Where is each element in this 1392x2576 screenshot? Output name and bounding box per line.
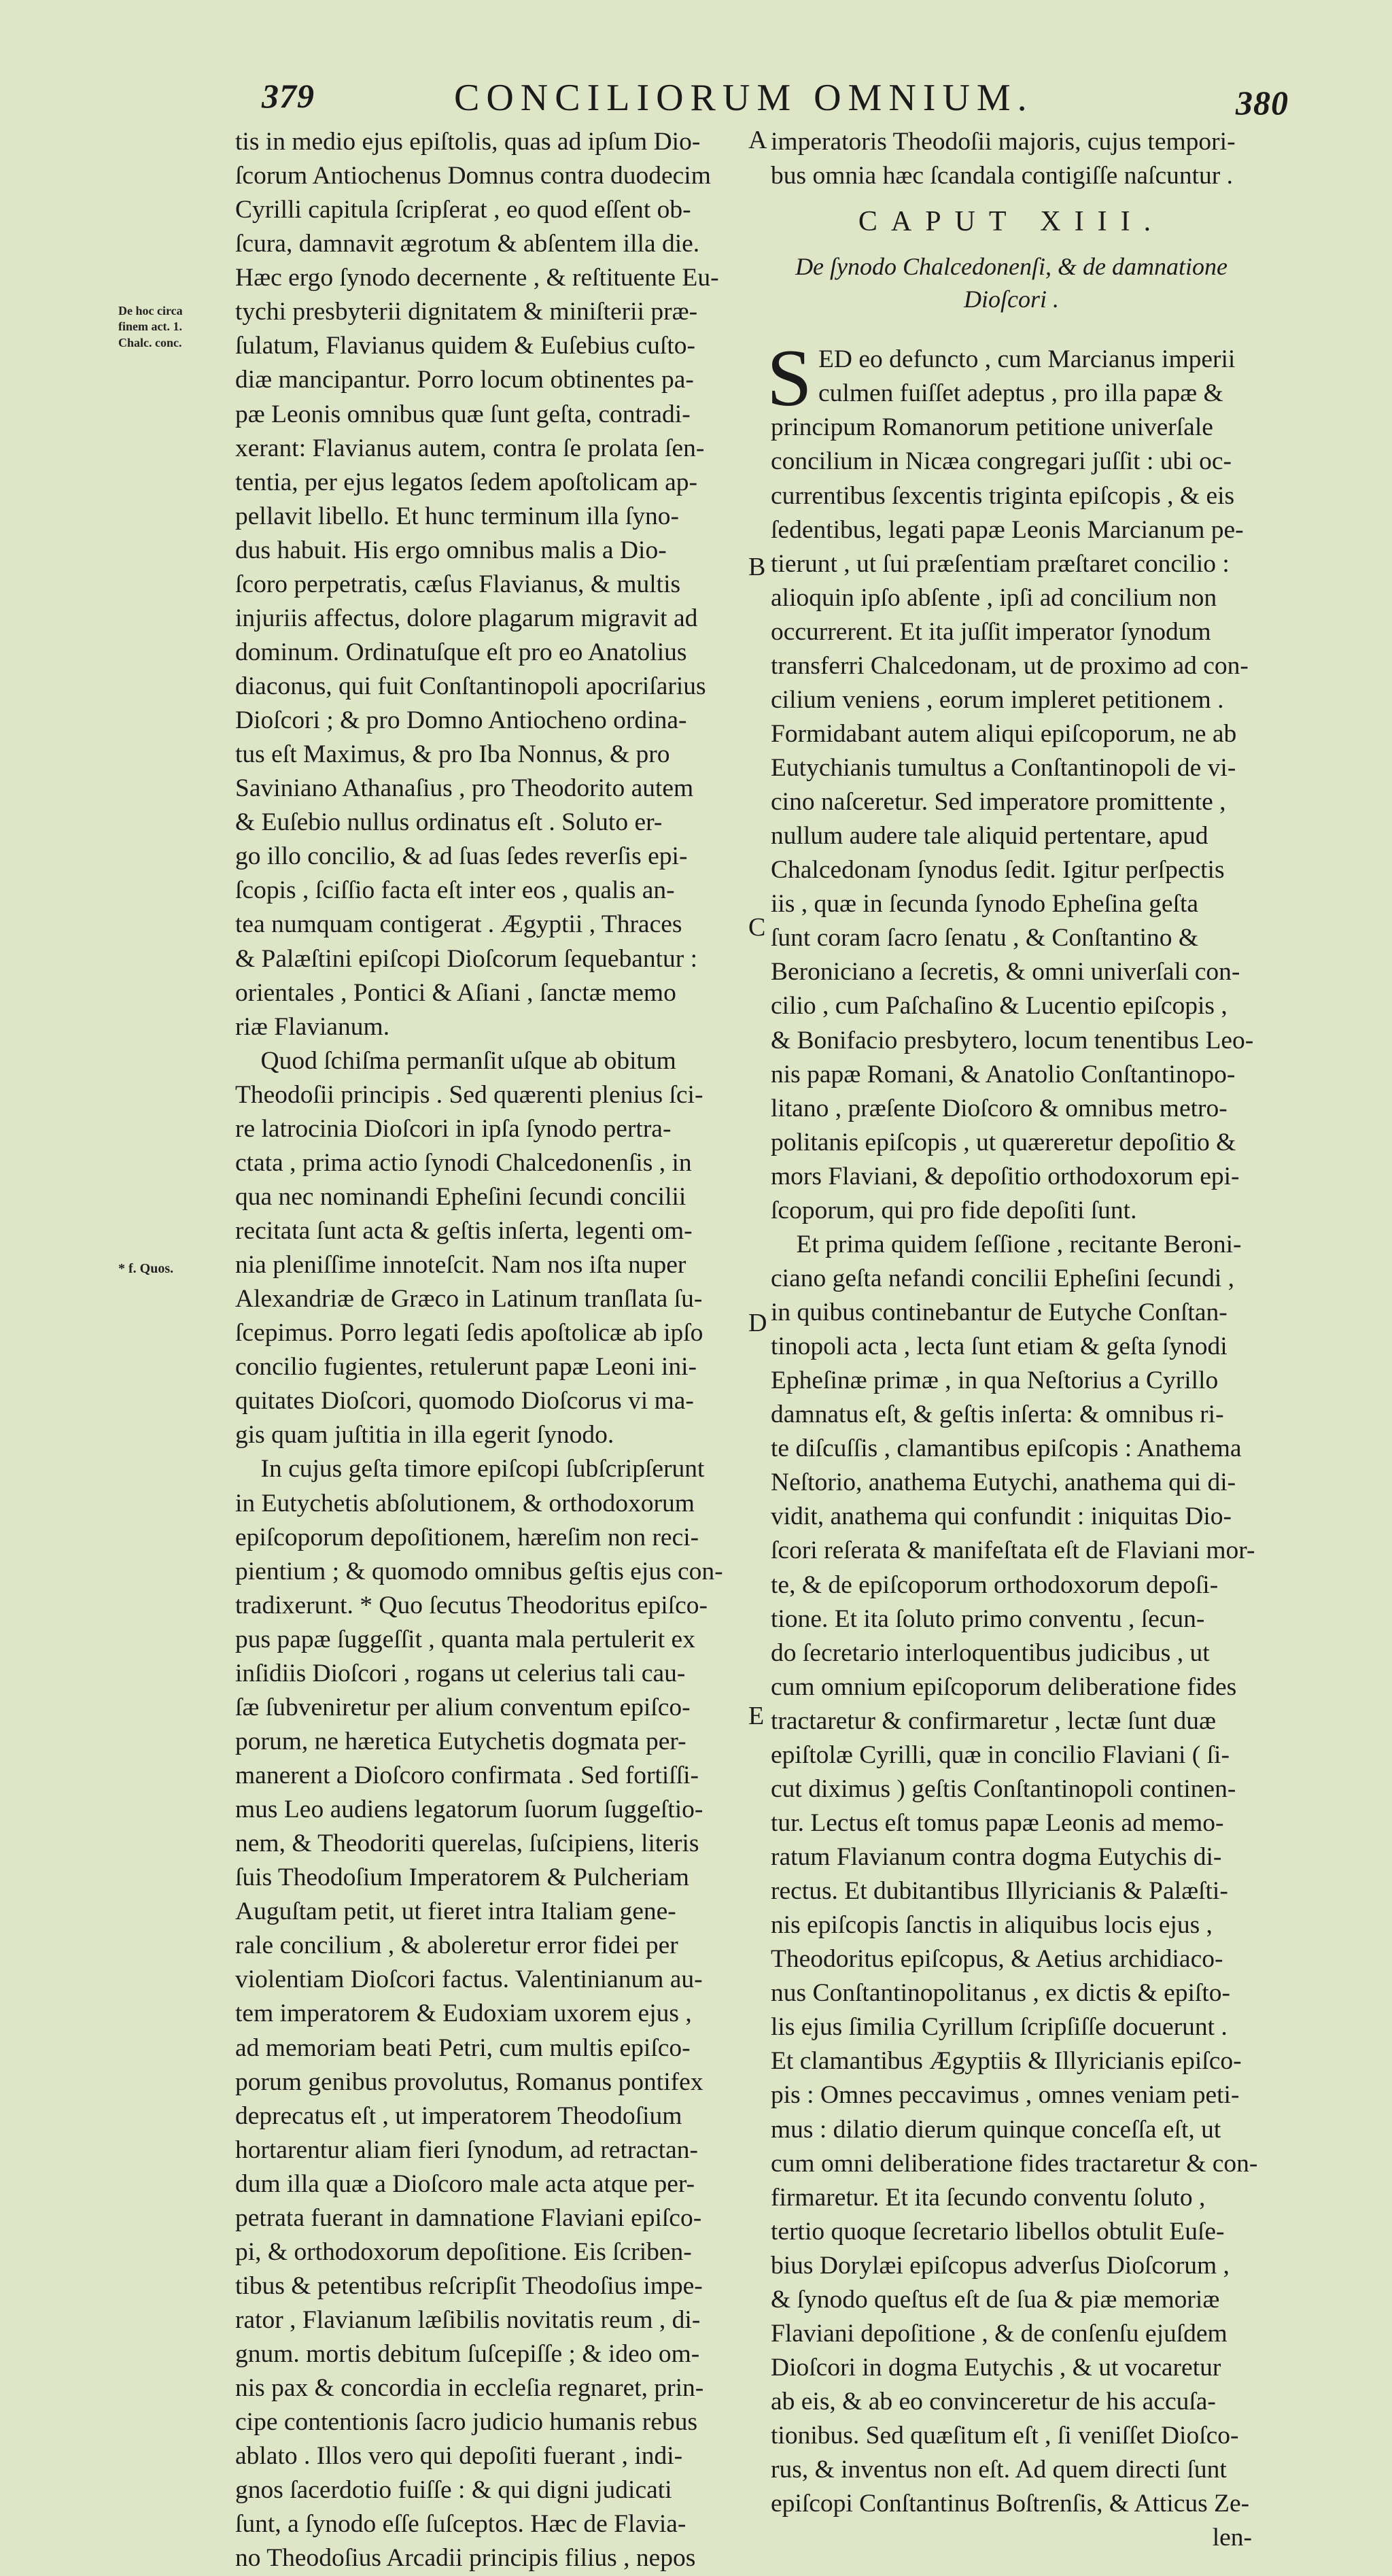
text-line: tis in medio ejus epiſtolis, quas ad ipſum Dio- <box>235 128 701 156</box>
text-line: petrata fuerant in damnatione Flaviani epiſco- <box>235 2203 702 2232</box>
text-line: Saviniano Athanaſius , pro Theodorito autem <box>235 774 694 803</box>
text-line: ratum Flavianum contra dogma Eutychis di- <box>771 1843 1222 1872</box>
text-line: alioquin ipſo abſente , ipſi ad concilium non <box>771 583 1217 612</box>
text-line: concilium in Nicæa congregari juſſit : ubi oc- <box>771 447 1232 476</box>
text-line: bus omnia hæc ſcandala contigiſſe naſcuntur . <box>771 162 1234 190</box>
text-line: litano , præſente Dioſcoro & omnibus metro- <box>771 1094 1228 1122</box>
text-line: manerent a Dioſcoro confirmata . Sed fortiſſi- <box>235 1762 699 1789</box>
text-line: dus habuit. His ergo omnibus malis a Dio- <box>235 536 667 564</box>
text-line: nus Conſtantinopolitanus , ex dictis & epiſto- <box>771 1979 1230 2008</box>
text-line: re latrocinia Dioſcori in ipſa ſynodo pertra- <box>235 1114 672 1143</box>
drop-cap: S <box>767 332 812 424</box>
text-line: Chalcedonam ſynodus ſedit. Igitur perſpectis <box>771 856 1225 885</box>
text-line: imperatoris Theodoſii majoris, cujus tempori- <box>771 128 1236 156</box>
text-line: tea numquam contigerat . Ægyptii , Thraces <box>235 910 682 939</box>
text-line: cum omni deliberatione fides tractaretur & con- <box>771 2149 1258 2178</box>
text-line: te, & de epiſcoporum orthodoxorum depoſi- <box>771 1570 1219 1599</box>
text-line: tractaretur & confirmaretur , lectæ ſunt duæ <box>771 1706 1216 1735</box>
text-line: ſcepimus. Porro legati ſedis apoſtolicæ ab ipſo <box>235 1319 703 1347</box>
text-line: ctata , prima actio ſynodi Chalcedonenſis , in <box>235 1148 692 1177</box>
text-line: Theodoſii principis . Sed quærenti plenius ſci- <box>235 1080 703 1109</box>
text-line: nia pleniſſime innoteſcit. Nam nos iſta nuper <box>235 1251 686 1280</box>
text-line: concilio fugientes, retulerunt papæ Leoni ini- <box>235 1353 697 1381</box>
text-line: Cyrilli capitula ſcripſerat , eo quod eſſent ob- <box>235 196 691 224</box>
text-line: ED eo defuncto , cum Marcianus imperii <box>818 345 1236 374</box>
text-line: & Bonifacio presbytero, locum tenentibus Leo- <box>771 1026 1254 1054</box>
text-line: ſcorum Antiochenus Domnus contra duodecim <box>235 162 711 190</box>
text-line: De ſynodo Chalcedonenſi, & de damnatione <box>795 253 1228 281</box>
text-line: vidit, anathema qui confundit : iniquitas Dio- <box>771 1502 1232 1531</box>
left-text-column <box>235 125 748 2576</box>
text-line: Formidabant autem aliqui epiſcoporum, ne ab <box>771 719 1237 748</box>
text-line: ſunt coram ſacro ſenatu , & Conſtantino & <box>771 924 1199 952</box>
text-line: recitata ſunt acta & geſtis inſerta, legenti om- <box>235 1217 693 1245</box>
text-line: riæ Flavianum. <box>235 1012 390 1041</box>
text-line: pi, & orthodoxorum depoſitione. Eis ſcriben- <box>235 2237 692 2266</box>
text-line: cipe contentionis ſacro judicio humanis rebus <box>235 2408 698 2437</box>
text-line: tionibus. Sed quæſitum eſt , ſi veniſſet Dioſco- <box>771 2422 1239 2450</box>
text-line: pientium ; & quomodo omnibus geſtis ejus con- <box>235 1557 723 1585</box>
text-line: iis , quæ in ſecunda ſynodo Epheſina geſta <box>771 890 1199 918</box>
text-line: in Eutychetis abſolutionem, & orthodoxorum <box>235 1489 695 1517</box>
text-line: culmen fuiſſet adeptus , pro illa papæ & <box>818 379 1223 408</box>
right-text-column <box>767 125 1258 2555</box>
text-line: nem, & Theodoriti querelas, ſuſcipiens, literis <box>235 1830 699 1858</box>
text-line: Dioſcori in dogma Eutychis , & ut vocaretur <box>771 2353 1221 2382</box>
text-line: epiſcopi Conſtantinus Boſtrenſis, & Atticus Ze- <box>771 2490 1250 2518</box>
text-line: Beroniciano a ſecretis, & omni univerſali con- <box>771 958 1240 986</box>
section-marker-b: B <box>748 553 766 581</box>
text-line: diaconus, qui fuit Conſtantinopoli apocriſarius <box>235 672 706 700</box>
page-number-left: 379 <box>262 77 315 115</box>
text-line: porum genibus provolutus, Romanus pontifex <box>235 2067 703 2096</box>
text-line: violentiam Dioſcori factus. Valentinianum au- <box>235 1965 703 1994</box>
text-line: firmaretur. Et ita ſecundo conventu ſoluto , <box>771 2183 1206 2212</box>
text-line: ab eis, & ab eo convinceretur de his accuſa- <box>771 2388 1216 2416</box>
text-line: tur. Lectus eſt tomus papæ Leonis ad memo- <box>771 1808 1224 1837</box>
text-line: dum illa quæ a Dioſcoro male acta atque per- <box>235 2169 695 2198</box>
text-line: tertio quoque ſecretario libellos obtulit Euſe- <box>771 2217 1225 2246</box>
text-line: tierunt , ut ſui præſentiam præſtaret concilio : <box>771 549 1230 578</box>
text-line: gnum. mortis debitum ſuſcepiſſe ; & ideo om- <box>235 2340 700 2369</box>
text-line: ſunt, a ſynodo eſſe ſuſceptos. Hæc de Flavia- <box>235 2510 686 2539</box>
text-line: porum, ne hæretica Eutychetis dogmata per- <box>235 1727 686 1755</box>
text-line: injuriis affectus, dolore plagarum migravit ad <box>235 604 698 632</box>
right-intro-text <box>771 125 1252 193</box>
text-line: mors Flaviani, & depoſitio orthodoxorum epi- <box>771 1162 1240 1190</box>
text-line: tentia, per ejus legatos ſedem apoſtolicam ap- <box>235 468 697 496</box>
text-line: ſcoporum, qui pro fide depoſiti ſunt. <box>771 1196 1137 1224</box>
text-line: damnatus eſt, & geſtis inſerta: & omnibus ri- <box>771 1401 1224 1429</box>
text-line: nis pax & concordia in eccleſia regnaret, prin- <box>235 2374 704 2403</box>
text-line: tradixerunt. * Quo ſecutus Theodoritus epiſco- <box>235 1591 708 1619</box>
text-line: orientales , Pontici & Aſiani , ſanctæ memo <box>235 978 676 1007</box>
text-line: gis quam juſtitia in illa egerit ſynodo. <box>235 1421 614 1449</box>
chapter-body <box>767 332 1258 2521</box>
text-line: Theodoritus epiſcopus, & Aetius archidiaco- <box>771 1945 1223 1974</box>
text-line: rus, & inventus non eſt. Ad quem directi ſunt <box>771 2456 1227 2484</box>
section-marker-c: C <box>748 913 766 942</box>
text-line: no Theodoſius Arcadii principis filius , nepos <box>235 2544 696 2573</box>
text-line: ſuis Theodoſium Imperatorem & Pulcheriam <box>235 1864 689 1892</box>
running-title: CONCILIORUM OMNIUM. <box>454 77 1034 119</box>
text-line: Alexandriæ de Græco in Latinum tranſlata ſu- <box>235 1285 703 1313</box>
text-line: pæ Leonis omnibus quæ ſunt geſta, contradi- <box>235 400 691 428</box>
text-line: ſæ ſubveniretur per alium conventum epiſco- <box>235 1693 691 1721</box>
text-line: ſcopis , ſciſſio facta eſt inter eos , qualis an- <box>235 876 675 905</box>
text-line: go illo concilio, & ad ſuas ſedes reverſis epi- <box>235 842 688 871</box>
text-line: & ſynodo queſtus eſt de ſua & piæ memoriæ <box>771 2285 1220 2314</box>
text-line: In cujus geſta timore epiſcopi ſubſcripſerunt <box>235 1455 705 1483</box>
text-line: mus : dilatio dierum quinque conceſſa eſt, ut <box>771 2115 1221 2144</box>
text-line: Et prima quidem ſeſſione , recitante Beroni- <box>771 1230 1242 1258</box>
text-line: qua nec nominandi Epheſini ſecundi concilii <box>235 1182 686 1211</box>
text-line: tione. Et ita ſoluto primo conventu , ſecun- <box>771 1604 1205 1633</box>
text-line: diæ mancipantur. Porro locum obtinentes pa- <box>235 366 694 394</box>
catchword: len- <box>1212 2524 1252 2552</box>
text-line: mus Leo audiens legatorum ſuorum ſuggeſtio- <box>235 1796 703 1824</box>
text-line: xerant: Flavianus autem, contra ſe prolata ſen- <box>235 434 705 462</box>
page-number-right: 380 <box>1236 84 1289 122</box>
text-line: Hæc ergo ſynodo decernente , & reſtituente Eu- <box>235 264 719 292</box>
text-line: pus papæ ſuggeſſit , quanta mala pertulerit ex <box>235 1625 695 1653</box>
text-line: Dioſcori . <box>964 286 1059 313</box>
text-line: Quod ſchiſma permanſit uſque ab obitum <box>235 1046 676 1075</box>
text-line: ciano geſta nefandi concilii Epheſini ſecundi , <box>771 1264 1235 1292</box>
text-line: rale concilium , & aboleretur error fidei per <box>235 1931 678 1960</box>
text-line: cum omnium epiſcoporum deliberatione fides <box>771 1672 1237 1701</box>
text-line: tychi presbyterii dignitatem & miniſterii præ- <box>235 298 698 326</box>
text-line: rectus. Et dubitantibus Illyricianis & Palæſti- <box>771 1877 1228 1906</box>
section-marker-a: A <box>748 126 767 154</box>
text-line: pis : Omnes peccavimus , omnes veniam peti- <box>771 2081 1240 2110</box>
margin-note-chalcedon: De hoc circa finem act. 1. Chalc. conc. <box>118 304 183 349</box>
text-line: ſcura, damnavit ægrotum & abſentem illa die. <box>235 230 700 258</box>
text-line: tinopoli acta , lecta ſunt etiam & geſta ſynodi <box>771 1333 1228 1361</box>
margin-note-quos: * f. Quos. <box>118 1261 174 1276</box>
text-line: ſcoro perpetratis, cæſus Flavianus, & multis <box>235 570 681 598</box>
text-line: lis ejus ſimilia Cyrillum ſcripſiſſe docuerunt . <box>771 2013 1228 2042</box>
text-line: nis papæ Romani, & Anatolio Conſtantinopo- <box>771 1060 1236 1088</box>
text-line: epiſcoporum depoſitionem, hæreſim non reci- <box>235 1523 699 1551</box>
text-line: ſcori reſerata & manifeſtata eſt de Flaviani mor- <box>771 1536 1255 1565</box>
text-line: currentibus ſexcentis triginta epiſcopis , & eis <box>771 481 1235 510</box>
text-line: cut diximus ) geſtis Conſtantinopoli continen- <box>771 1774 1236 1803</box>
text-line: quitates Dioſcori, quomodo Dioſcorus vi ma- <box>235 1387 694 1415</box>
section-marker-e: E <box>748 1702 765 1730</box>
text-line: nullum audere tale aliquid pertentare, apud <box>771 822 1208 851</box>
text-line: hortarentur aliam fieri ſynodum, ad retractan- <box>235 2135 698 2164</box>
text-line: Neſtorio, anathema Eutychi, anathema qui di- <box>771 1469 1236 1497</box>
text-line: tibus & petentibus reſcripſit Theodoſius impe- <box>235 2271 703 2300</box>
text-line: tus eſt Maximus, & pro Iba Nonnus, & pro <box>235 740 670 769</box>
text-line: dominum. Ordinatuſque eſt pro eo Anatolius <box>235 638 687 666</box>
text-line: occurrerent. Et ita juſſit imperator ſynodum <box>771 617 1211 646</box>
text-line: tem imperatorem & Eudoxiam uxorem ejus , <box>235 1999 692 2028</box>
text-line: ſedentibus, legati papæ Leonis Marcianum pe- <box>771 515 1244 544</box>
text-line: cilio , cum Paſchaſino & Lucentio epiſcopis , <box>771 992 1228 1020</box>
text-line: politanis epiſcopis , ut quæreretur depoſitio & <box>771 1128 1236 1156</box>
text-line: ſulatum, Flavianus quidem & Euſebius cuſto- <box>235 332 695 360</box>
section-marker-d: D <box>748 1309 767 1337</box>
text-line: Flaviani depoſitione , & de conſenſu ejuſdem <box>771 2319 1228 2348</box>
text-line: Eutychianis tumultus a Conſtantinopoli de vi- <box>771 754 1236 783</box>
text-line: Dioſcori ; & pro Domno Antiocheno ordina- <box>235 706 687 735</box>
text-line: bius Dorylæi epiſcopus adverſus Dioſcorum , <box>771 2251 1230 2280</box>
text-line: cilium veniens , eorum impleret petitionem . <box>771 685 1224 714</box>
text-line: transferri Chalcedonam, ut de proximo ad con- <box>771 651 1249 680</box>
text-line: & Palæſtini epiſcopi Dioſcorum ſequebantur : <box>235 944 698 973</box>
text-line: Epheſinæ primæ , in qua Neſtorius a Cyrillo <box>771 1367 1219 1395</box>
text-line: do ſecretario interloquentibus judicibus , ut <box>771 1638 1210 1667</box>
text-line: Et clamantibus Ægyptiis & Illyricianis epiſco- <box>771 2047 1242 2076</box>
text-line: deprecatus eſt , ut imperatorem Theodoſium <box>235 2101 682 2130</box>
text-line: te diſcuſſis , clamantibus epiſcopis : Anathema <box>771 1435 1242 1463</box>
text-line: pellavit libello. Et hunc terminum illa ſyno- <box>235 502 679 530</box>
text-line: nis epiſcopis ſanctis in aliquibus locis ejus , <box>771 1911 1213 1940</box>
text-line: rator , Flavianum læſibilis novitatis reum , di- <box>235 2306 701 2334</box>
text-line: gnos ſacerdotio fuiſſe : & qui digni judicati <box>235 2476 672 2505</box>
text-line: ablato . Illos vero qui depoſiti fuerant , indi- <box>235 2442 683 2471</box>
text-line: ad memoriam beati Petri, cum multis epiſco- <box>235 2033 691 2062</box>
text-line: Auguſtam petit, ut fieret intra Italiam gene- <box>235 1897 676 1926</box>
text-line: inſidiis Dioſcori , rogans ut celerius tali cau- <box>235 1659 686 1687</box>
text-line: epiſtolæ Cyrilli, quæ in concilio Flaviani ( ſi- <box>771 1740 1230 1769</box>
text-line: in quibus continebantur de Eutyche Conſtan- <box>771 1299 1228 1327</box>
text-line: & Euſebio nullus ordinatus eſt . Soluto er- <box>235 808 663 837</box>
text-line: cino naſceretur. Sed imperatore promittente , <box>771 788 1226 817</box>
text-line: principum Romanorum petitione univerſale <box>771 413 1213 442</box>
chapter-subtitle <box>771 250 1252 315</box>
chapter-title: CAPUT XIII. <box>858 206 1165 238</box>
